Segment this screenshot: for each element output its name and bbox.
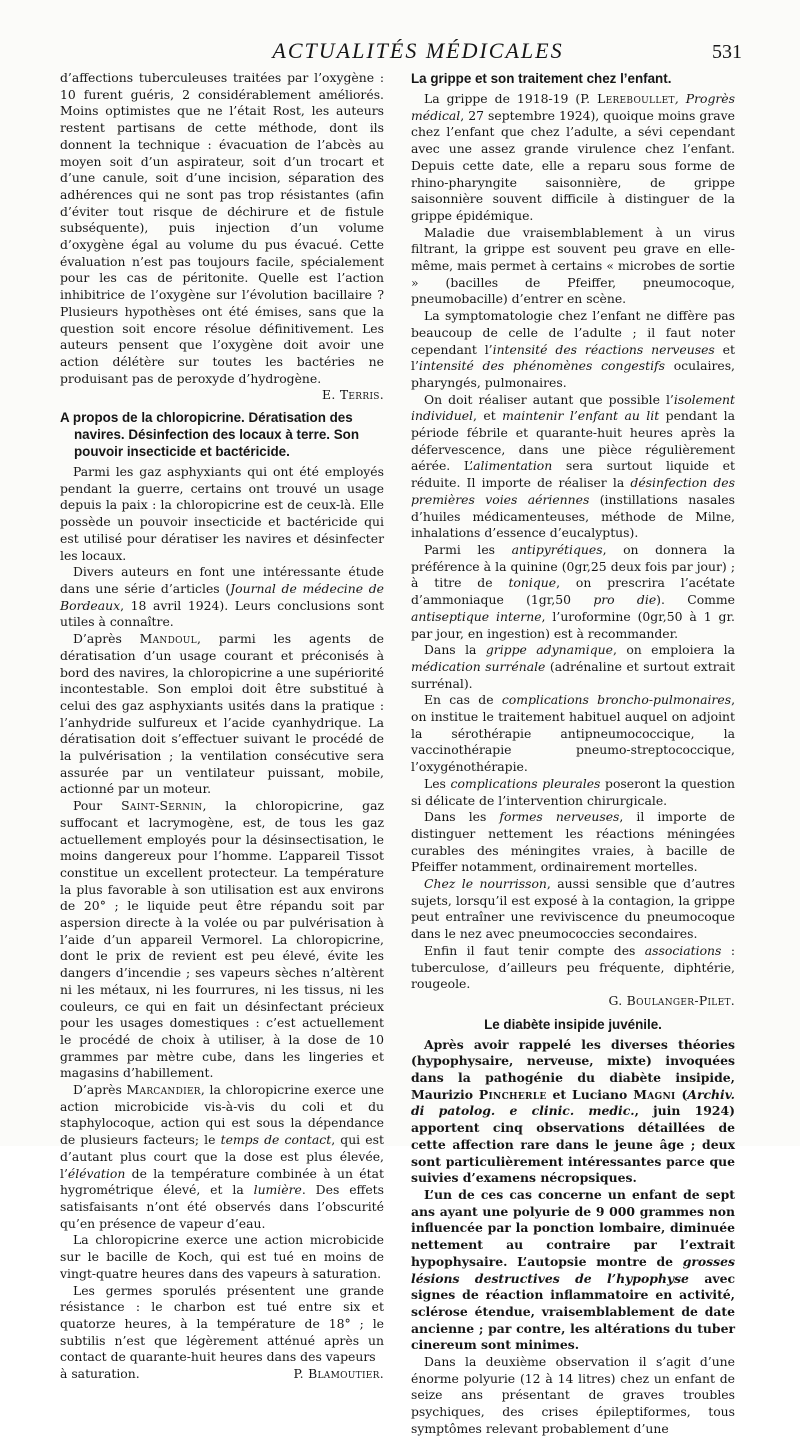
infant-paragraph: Chez le nourrisson, aussi sensible que d’autres sujets, lorsqu’il est exposé à la contagion, la grippe peut entraîner une reviviscence du pneumocoque dans le nez avec pneumococcies secondaires.	[411, 876, 735, 942]
nervous-forms-paragraph: Dans les formes nerveuses, il importe de distinguer nettement les réactions méningées curables des méningites vraies, à bacille de Pfeiffer notamment, ordinairement mortelles.	[411, 809, 735, 875]
associations-paragraph: Enfin il faut tenir compte des associations : tuberculose, d’ailleurs peu fréquente, diphtérie, rougeole.	[411, 942, 735, 992]
second-case-paragraph: Dans la deuxième observation il s’agit d’une énorme polyurie (12 à 14 litres) chez un enfant de seize ans présentant de graves troubles psychiques, des crises épileptiformes, tous symptômes relevant probablement d’une	[411, 1354, 735, 1436]
right-column	[411, 70, 735, 1438]
mandoul-paragraph: D’après Mandoul, parmi les agents de dératisation d’un usage courant et préconisés à bord des navires, la chloropicrine a une supériorité incontestable. Son emploi doit être substitué à celui des gaz asphyxiants usités dans la pratique : l’anhydride sulfureux et l’acide cyanhydrique. La dératisation doit s’effectuer suivant le procédé de la pulvérisation ; la ventilation consécutive sera assurée par un ventilateur puissant, mobile, actionné par un moteur.	[60, 631, 384, 797]
spores-last-words: à saturation.	[60, 1366, 140, 1382]
broncho-paragraph: En cas de complications broncho-pulmonaires, on institue le traitement habituel auquel on adjoint la sérothérapie antipneumococcique, la vaccinothérapie pneumo-streptococcique, l’oxygénothérapie.	[411, 692, 736, 775]
left-column	[60, 70, 384, 1383]
grippe-intro: La grippe de 1918-19 (P. Lereboullet, Progrès médical, 27 septembre 1924), quoique moins grave chez l’enfant que chez l’adulte, a sévi cependant avec une assez grande virulence chez l’enfant. Depuis cette date, elle a reparu sous forme de rhino-pharyngite saisonnière, de grippe saisonnière souvent difficile à distinguer de la grippe épidémique.	[411, 91, 736, 223]
oxygen-paragraph: d’affections tuberculeuses traitées par l’oxygène : 10 furent guéris, 2 considérablement améliorés. Moins optimistes que ne l’était Rost, les auteurs restent partisans de cette méthode, dont ils donnent la technique : évacuation de l’abcès au moyen soit d’un aspirateur, soit d’un trocart et d’une canule, soit d’une incision, séparation des adhérences qui ne sont pas trop résistantes (afin d’éviter tout risque de déchirure et de fistule subséquente), puis injection d’un volume d’oxygène égal au volume du pus évacué. Cette évaluation n’est pas toujours facile, spécialement pour les cas de péritonite. Quelle est l’action inhibitrice de l’oxygène sur l’évolution bacillaire ? Plusieurs hypothèses ont été émises, sans que la question soit encore résolue définitivement. Les auteurs pensent que l’oxygène doit avoir une action délétère sur toutes les bactéries ne produisant pas de peroxyde d’hydrogène.	[60, 70, 384, 386]
koch-paragraph: La chloropicrine exerce une action microbicide sur le bacille de Koch, qui est tué en moins de vingt-quatre heures dans des vapeurs à saturation.	[60, 1232, 384, 1281]
chloropicrine-intro: Parmi les gaz asphyxiants qui ont été employés pendant la guerre, certains ont trouvé un usage depuis la paix : la chloropicrine est de ceux-là. Elle possède un pouvoir insecticide et bactéricide qui est utilisé pour dératiser les navires et désinfecter les locaux.	[60, 464, 384, 563]
adynamic-paragraph: Dans la grippe adynamique, on emploiera la médication surrénale (adrénaline et surtout extrait surrénal).	[411, 642, 735, 691]
marcandier-paragraph: D’après Marcandier, la chloropicrine exerce une action microbicide vis-à-vis du coli et du staphylocoque, action qui est sous la dépendance de plusieurs facteurs; le temps de contact, qui est d’autant plus court que la dose est plus élevée, l’élévation de la température combinée à un état hygrométrique élevé, et la lumière. Des effets satisfaisants n’ont été observés dans l’obscurité qu’en présence de vapeur d’eau.	[60, 1082, 385, 1231]
treatment-paragraph: Parmi les antipyrétiques, on donnera la préférence à la quinine (0gr,25 deux fois par jour) ; à titre de tonique, on prescrira l’acétate d’ammoniaque (1gr,50 pro die). Comme antiseptique interne, l’uroformine (0gr,50 à 1 gr. par jour, en ingestion) est à recommander.	[411, 541, 735, 641]
isolation-paragraph: On doit réaliser autant que possible l’isolement individuel, et maintenir l’enfant au lit pendant la période fébrile et quarante-huit heures après la défervescence, dans une pièce régulièrement aérée. L’alimentation sera surtout liquide et réduite. Il importe de réaliser la désinfection des premières voies aériennes (instillations nasales d’huiles médicamenteuses, méthode de Milne, inhalations d’essence d’eucalyptus).	[411, 391, 735, 541]
diabetes-heading: Le diabète insipide juvénile.	[484, 1016, 662, 1032]
running-title: ACTUALITÉS MÉDICALES	[272, 38, 564, 63]
signature-boulanger-pilet: G. Boulanger-Pilet.	[608, 992, 735, 1008]
diabetes-intro: Après avoir rappelé les diverses théories (hypophysaire, nerveuse, mixte) invoquées dans la pathogénie du diabète insipide, Maurizio Pincherle et Luciano Magni (Archiv. di patolog. e clinic. medic., juin 1924) apportent cinq observations détaillées de cette affection rare dans le jeune âge ; deux sont particulièrement intéressantes parce que suivies d’examens nécropsiques.	[411, 1036, 735, 1186]
saint-sernin-paragraph: Pour Saint-Sernin, la chloropicrine, gaz suffocant et lacrymogène, est, de tous les gaz actuellement employés pour la désinsectisation, le moins dangereux pour l’homme. L’appareil Tissot constitue un excellent protecteur. La température la plus favorable à son utilisation est aux environs de 20° ; le liquide peut être répandu soit par aspersion directe à la volée ou par pulvérisation à l’aide d’un appareil Vermorel. La chloropicrine, dont le prix de revient est peu élevé, évite les dangers d’incendie ; ses vapeurs sèches n’altèrent ni les métaux, ni les fourrures, ni les tissus, ni les couleurs, ce qui en fait un désinfectant précieux pour les usages domestiques : c’est actuellement le procédé de choix à utiliser, à la dose de 10 grammes par mètre cube, dans les lingeries et magasins d’habillement.	[60, 798, 384, 1081]
running-head	[0, 37, 800, 67]
bordeaux-paragraph: Divers auteurs en font une intéressante étude dans une série d’articles (Journal de médecine de Bordeaux, 18 avril 1924). Leurs conclusions sont utiles à connaître.	[60, 564, 384, 630]
symptoms-paragraph: La symptomatologie chez l’enfant ne diffère pas beaucoup de celle de l’adulte ; il faut noter cependant l’intensité des réactions nerveuses et l’intensité des phénomènes congestifs oculaires, pharyngés, pulmonaires.	[411, 308, 736, 390]
signature-terris: E. Terris.	[322, 387, 384, 403]
signature-blamoutier: P. Blamoutier.	[293, 1366, 384, 1382]
virus-paragraph: Maladie due vraisemblablement à un virus filtrant, la grippe est souvent peu grave en elle-même, mais permet à certains « microbes de sortie » (bacilles de Pfeiffer, pneumocoque, pneumobacille) d’entrer en scène.	[411, 224, 735, 307]
spores-paragraph: Les germes sporulés présentent une grande résistance : le charbon est tué entre six et quatorze heures, à la température de 18° ; le subtilis n’est que légèrement atténué après un contact de quarante-huit heures dans des vapeurs	[60, 1282, 384, 1365]
chloropicrine-heading: A propos de la chloropicrine. Dératisation des navires. Désinfection des locaux à terre. Son pouvoir insecticide et bactéricide.	[60, 410, 360, 460]
spores-final-line	[60, 1366, 384, 1383]
first-case-paragraph: L’un de ces cas concerne un enfant de sept ans ayant une polyurie de 9 000 grammes non influencée par la ponction lombaire, diminuée nettement au contraire par l’extrait hypophysaire. L’autopsie montre de grosses lésions destructives de l’hypophyse avec signes de réaction inflammatoire en activité, sclérose étendue, vraisemblablement de date ancienne ; par contre, les altérations du tuber cinereum sont minimes.	[411, 1187, 735, 1353]
grippe-heading: La grippe et son traitement chez l’enfant.	[411, 71, 672, 86]
page-number: 531	[712, 41, 742, 63]
pleural-paragraph: Les complications pleurales poseront la question si délicate de l’intervention chirurgicale.	[411, 775, 736, 808]
